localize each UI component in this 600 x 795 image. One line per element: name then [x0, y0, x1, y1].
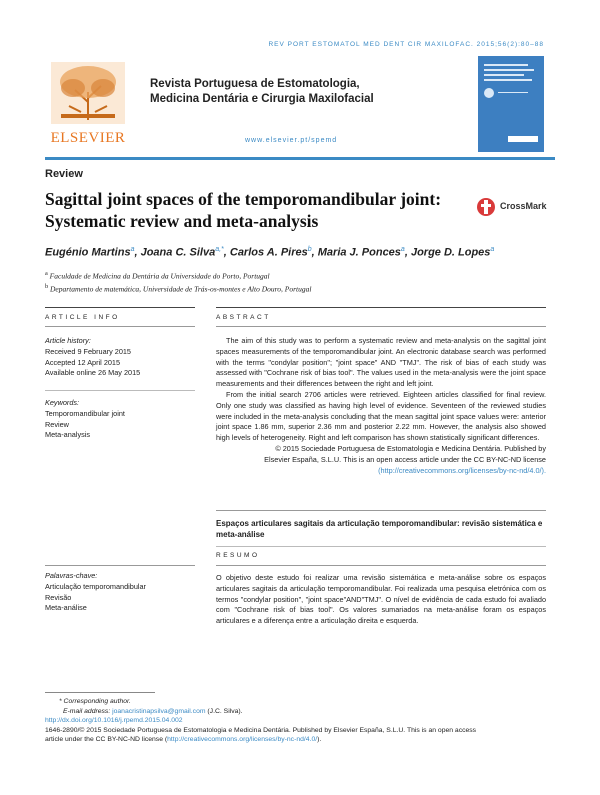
footnote-rule — [45, 692, 155, 693]
doi-link[interactable]: http://dx.doi.org/10.1016/j.rpemd.2015.04.002 — [45, 717, 183, 725]
portuguese-title: Espaços articulares sagitais da articulação temporomandibular: revisão sistemática e meta-análise — [216, 519, 543, 539]
article-title: Sagittal joint spaces of the temporomandibular joint: Systematic review and meta-analysis — [45, 189, 442, 231]
affiliation: $^b$ Departamento de matemática, Universidade de Trás-os-montes e Alto Douro, Portugal — [45, 283, 312, 294]
divider — [45, 390, 195, 391]
author-name: Joana C. Silva — [140, 246, 216, 259]
divider — [45, 326, 195, 327]
journal-title: Revista Portuguesa de Estomatologia, Medicina Dentária e Cirurgia Maxilofacial — [150, 78, 374, 105]
header-rule — [45, 157, 555, 160]
divider — [216, 326, 546, 327]
divider — [45, 565, 195, 566]
divider — [216, 510, 546, 511]
author-list: Eugénio Martins$^a$, Joana C. Silva$^{a,*}$, Carlos A. Pires$^b$, Maria J. Ponces$^a$, Jorge D. Lopes$^a$ — [45, 246, 495, 259]
divider — [216, 546, 546, 547]
elsevier-tree-icon — [51, 62, 125, 124]
resumo-body: O objetivo deste estudo foi realizar uma revisão sistemática e meta-análise sobre os espaços articulares sagitais da articulação temporomandibular. Foi realizada uma pesquisa eletrónica com os termos "condylar position", "joint space"AND"TMJ". O nível de evidência de cada estudo foi avaliado com "Cochrane risk of bias tool". Os valores sumariados na meta-análise foram os espaços articulares e a diferença entre a articulação direita e esquerda. — [216, 573, 546, 626]
article-history: Article history: Received 9 February 2015 Accepted 12 April 2015 Available online 26 May 2015 — [45, 336, 141, 378]
license-link[interactable]: (http://creativecommons.org/licenses/by-nc-nd/4.0/). — [378, 465, 546, 475]
abstract-body: The aim of this study was to perform a systematic review and meta-analysis on the sagittal joint spaces measurements of the temporomandibular joint. An electronic database search was performed with the terms "condylar position"; "joint space" AND "TMJ". The risk of bias of each study was assessed with "Cochrane risk of bias tool". The values used in the meta-analysis were the joint space measurements and their differences between the right and left joint. From the initial search 2706 articles were retrieved. Eighteen articles classified for final review. Only one study was classified as having high level of evidence. Seventeen of the reviewed studies were included in the meta-analysis concluding that the mean sagittal joint space values were: anterior joint space 1.86 mm, superior 2.36 mm and posterior 2.22 mm. However, the analysis also showed high levels of heterogeneity. Right and left comparison has shown statistically significant differences. © 2015 Sociedade Portuguesa de Estomatologia e Medicina Dentária. Published by Elsevier España, S.L.U. This is an open access article under the CC BY-NC-ND license (http://creativecommons.org/licenses/by-nc-nd/4.0/). — [216, 336, 546, 475]
palavras-chave: Palavras-chave: Articulação temporomandibular Revisão Meta-análise — [45, 571, 146, 613]
divider — [216, 307, 546, 308]
footer-license-link[interactable]: http://creativecommons.org/licenses/by-nc-nd/4.0/ — [167, 736, 318, 744]
crossmark-label: CrossMark — [500, 201, 547, 211]
author-name: Carlos A. Pires — [229, 246, 308, 259]
divider — [216, 565, 546, 566]
email-link[interactable]: joanacristinapsilva@gmail.com — [112, 707, 206, 715]
journal-url[interactable]: www.elsevier.pt/spemd — [245, 137, 338, 144]
author-name: Jorge D. Lopes — [410, 246, 491, 259]
abstract-heading: ABSTRACT — [216, 314, 271, 321]
article-info-heading: ARTICLE INFO — [45, 314, 120, 321]
section-label: Review — [45, 168, 83, 180]
running-header: REV PORT ESTOMATOL MED DENT CIR MAXILOFAC. 2015;56(2):80–88 — [268, 41, 544, 48]
crossmark-badge[interactable] — [476, 197, 552, 217]
resumo-heading: RESUMO — [216, 552, 260, 559]
affiliation: $^a$ Faculdade de Medicina da Dentária da Universidade do Porto, Portugal — [45, 270, 270, 281]
keywords: Keywords: Temporomandibular joint Review Meta-analysis — [45, 398, 125, 440]
divider — [45, 307, 195, 308]
publisher-name: ELSEVIER — [50, 130, 126, 146]
elsevier-logo — [45, 56, 131, 152]
journal-cover-thumbnail — [478, 56, 544, 152]
author-name: Maria J. Ponces — [317, 246, 401, 259]
crossmark-icon — [476, 197, 496, 217]
author-name: Eugénio Martins — [45, 246, 131, 259]
footnotes: * Corresponding author. E-mail address: joanacristinapsilva@gmail.com (J.C. Silva). http://dx.doi.org/10.1016/j.rpemd.2015.04.002 1646-2890/© 2015 Sociedade Portuguesa de Estomatologia e Medicina Dentária. Published by Elsevier España, S.L.U. This is an open access article under the CC BY-NC-ND license (http://creativecommons.org/licenses/by-nc-nd/4.0/). — [45, 697, 555, 745]
